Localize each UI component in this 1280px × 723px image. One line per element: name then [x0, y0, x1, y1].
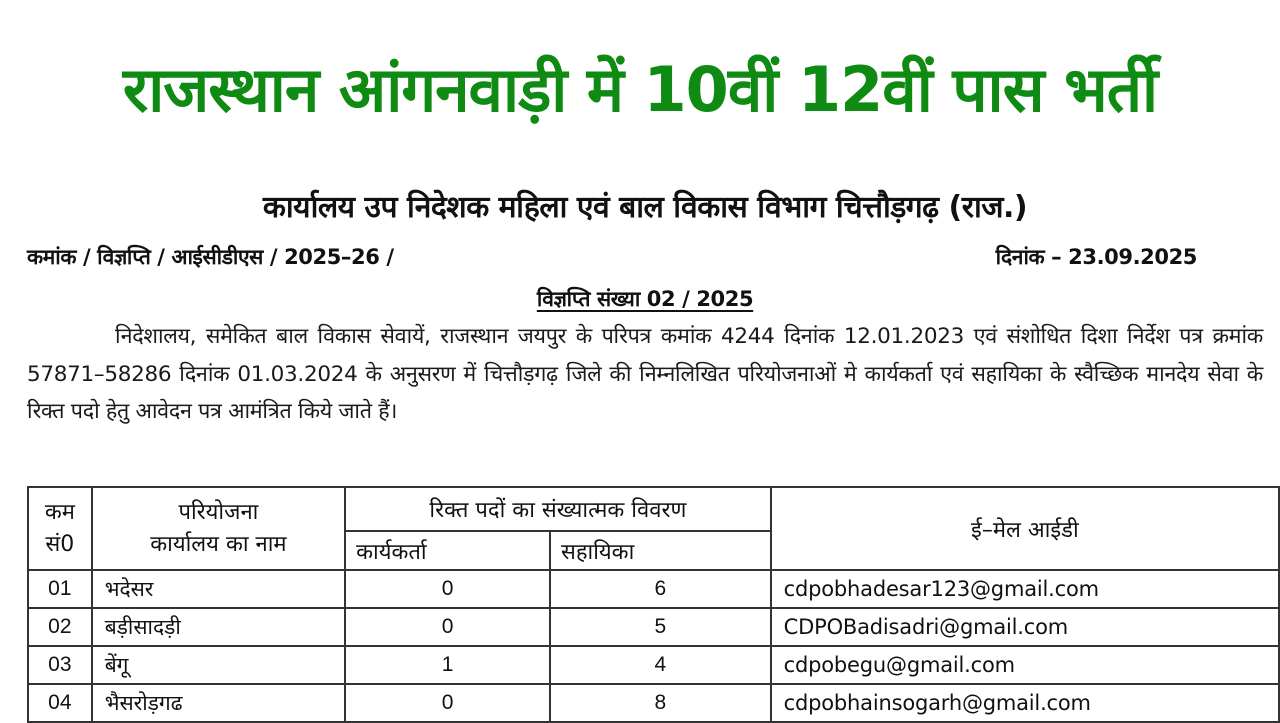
row-worker-count: 1: [345, 646, 550, 684]
headline-title: राजस्थान आंगनवाड़ी में 10वीं 12वीं पास भर्ती: [122, 53, 1158, 126]
row-worker-count: 0: [345, 684, 550, 722]
header-serial-line1: कम: [44, 499, 75, 525]
notice-number-heading: [0, 282, 1280, 316]
row-worker-count: 0: [345, 570, 550, 608]
header-serial-line2: सं0: [45, 531, 75, 557]
row-worker-count: 0: [345, 608, 550, 646]
notice-date: दिनांक – 23.09.2025: [995, 245, 1197, 269]
header-serial: [28, 487, 92, 570]
header-email: ई–मेल आईडी: [771, 487, 1279, 570]
notice-number: विज्ञप्ति संख्या 02 / 2025: [536, 287, 754, 311]
row-helper-count: 6: [550, 570, 771, 608]
notice-body-paragraph: निदेशालय, समेकित बाल विकास सेवायें, राजस्थान जयपुर के परिपत्र कमांक 4244 दिनांक 12.01.2023 एवं संशोधित दिशा निर्देश पत्र क्रमांक 57871–58286 दिनांक 01.03.2024 के अनुसरण में चित्तौड़गढ़ जिले की निम्नलिखित परियोजनाओं मे कार्यकर्ता एवं सहायिका के स्वैच्छिक मानदेय सेवा के रिक्त पदो हेतु आवेदन पत्र आमंत्रित किये जाते हैं।: [27, 324, 1263, 424]
row-email: cdpobhainsogarh@gmail.com: [771, 684, 1279, 722]
table-row: [28, 608, 1279, 646]
header-vacancy-group: रिक्त पदों का संख्यात्मक विवरण: [345, 487, 771, 531]
header-helper: सहायिका: [550, 531, 771, 570]
row-email: CDPOBadisadri@gmail.com: [771, 608, 1279, 646]
header-worker: कार्यकर्ता: [345, 531, 550, 570]
row-project: बड़ीसादड़ी: [92, 608, 345, 646]
row-helper-count: 5: [550, 608, 771, 646]
row-project: भैसरोड़गढ: [92, 684, 345, 722]
row-serial: 01: [28, 570, 92, 608]
row-email: cdpobhadesar123@gmail.com: [771, 570, 1279, 608]
table-row: [28, 570, 1279, 608]
row-project: बेंगू: [92, 646, 345, 684]
row-project: भदेसर: [92, 570, 345, 608]
table-row: [28, 646, 1279, 684]
vacancy-table: [27, 486, 1280, 723]
reference-line: [27, 240, 1197, 274]
row-serial: 04: [28, 684, 92, 722]
row-helper-count: 4: [550, 646, 771, 684]
row-helper-count: 8: [550, 684, 771, 722]
row-serial: 03: [28, 646, 92, 684]
header-project: [92, 487, 345, 570]
row-email: cdpobegu@gmail.com: [771, 646, 1279, 684]
row-serial: 02: [28, 608, 92, 646]
table-header-row-1: [28, 487, 1279, 531]
header-project-line1: परियोजना: [178, 499, 259, 525]
reference-number: कमांक / विज्ञप्ति / आईसीडीएस / 2025–26 /: [27, 245, 394, 269]
header-project-line2: कार्यालय का नाम: [150, 531, 287, 557]
table-row: [28, 684, 1279, 722]
office-title: कार्यालय उप निदेशक महिला एवं बाल विकास विभाग चित्तौड़गढ़ (राज.): [262, 190, 1028, 225]
